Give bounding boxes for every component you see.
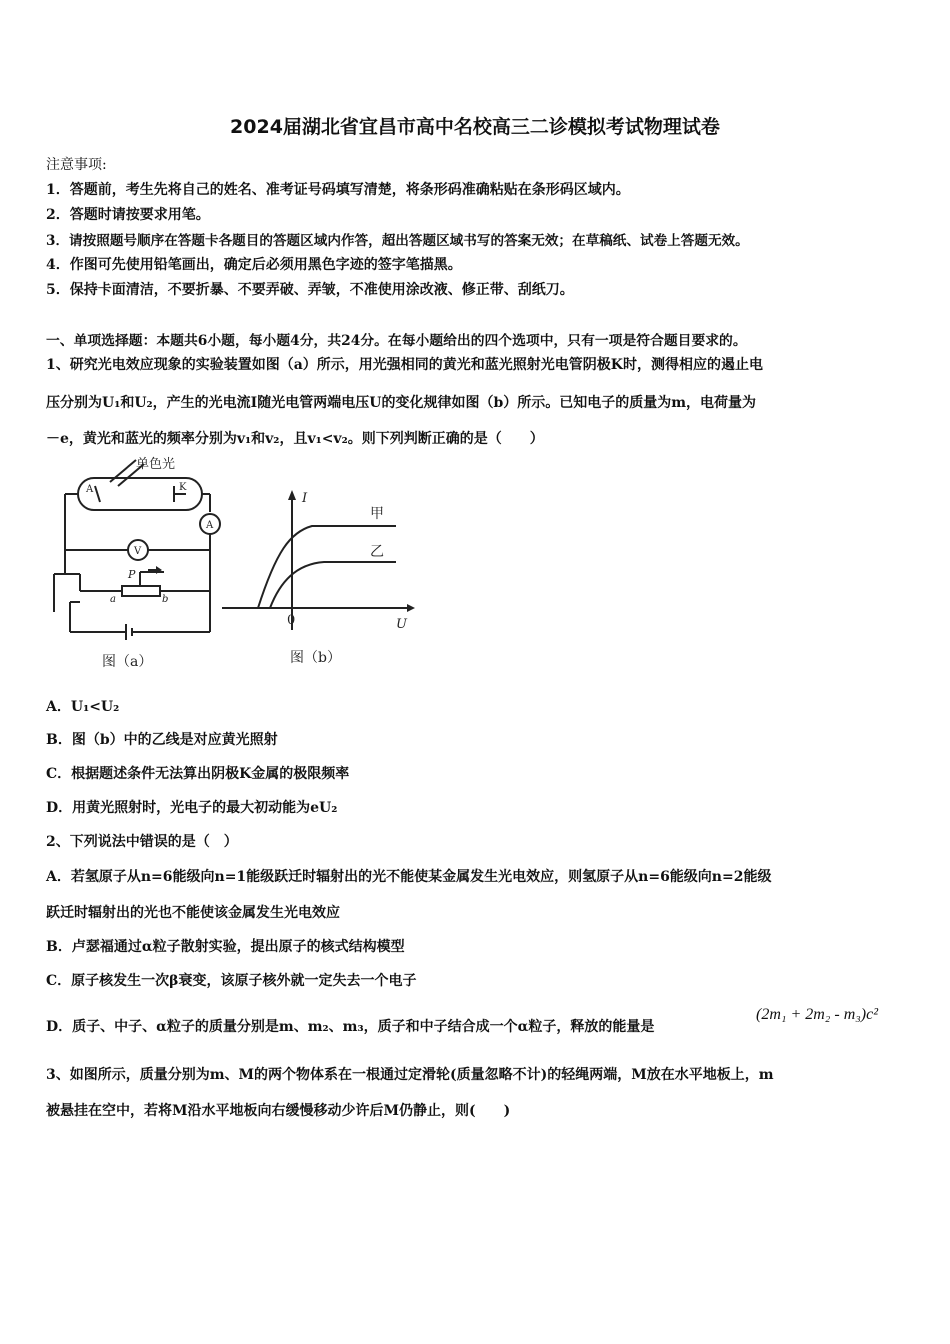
q1-option-b: B．图（b）中的乙线是对应黄光照射: [46, 732, 278, 748]
q2-option-d-formula: (2m₁ + 2m₂ - m₃)c²: [756, 1006, 879, 1023]
origin-label: 0: [287, 613, 296, 628]
slider-p-label: P: [128, 568, 136, 581]
q3-stem-line-1: 3、如图所示，质量分别为m、M的两个物体系在一根通过定滑轮(质量忽略不计)的轻绳两端，M放在水平地板上，m: [46, 1067, 774, 1083]
q2-option-a-line-2: 跃迁时辐射出的光也不能使该金属发生光电效应: [46, 905, 340, 921]
curve-jia: [258, 526, 396, 608]
q2-option-b: B．卢瑟福通过α粒子散射实验，提出原子的核式结构模型: [46, 939, 405, 955]
rheostat-b-label: b: [162, 594, 169, 605]
electrode-a-label: A: [86, 484, 94, 495]
q2-option-d: D．质子、中子、α粒子的质量分别是m、m₂、m₃，质子和中子结合成一个α粒子，释放的能量是: [46, 1019, 655, 1035]
notice-item-2: 2．答题时请按要求用笔。: [46, 207, 210, 223]
notice-item-5: 5．保持卡面清洁，不要折暴、不要弄破、弄皱，不准使用涂改液、修正带、刮纸刀。: [46, 282, 574, 298]
figure-a-caption: 图（a）: [102, 654, 153, 670]
q1-stem-line-3: －e，黄光和蓝光的频率分别为v₁和v₂，且v₁<v₂。则下列判断正确的是（ ）: [46, 431, 544, 447]
ammeter-label: A: [206, 520, 214, 531]
rheostat-icon: [122, 586, 160, 596]
i-axis-label: I: [302, 491, 308, 506]
light-label: 单色光: [136, 457, 176, 472]
curve-yi-label: 乙: [370, 544, 384, 560]
q2-stem: 2、下列说法中错误的是（ ）: [46, 834, 238, 850]
q1-option-c: C．根据题述条件无法算出阴极K金属的极限频率: [46, 766, 350, 782]
rheostat-a-label: a: [110, 594, 116, 605]
curve-jia-label: 甲: [370, 506, 384, 522]
curve-yi: [270, 562, 396, 608]
q2-option-a-line-1: A．若氢原子从n=6能级向n=1能级跃迁时辐射出的光不能使某金属发生光电效应，则氢原子从n=6能级向n=2能级: [46, 869, 772, 885]
voltmeter-label: V: [134, 546, 142, 557]
q1-stem-line-1: 1、研究光电效应现象的实验装置如图（a）所示，用光强相同的黄光和蓝光照射光电管阴极K时，测得相应的遏止电: [46, 357, 763, 373]
q3-stem-line-2: 被悬挂在空中，若将M沿水平地板向右缓慢移动少许后M仍静止，则( ): [46, 1103, 511, 1119]
notice-heading: 注意事项:: [46, 157, 107, 173]
q1-option-d: D．用黄光照射时，光电子的最大初动能为eU₂: [46, 800, 338, 816]
q2-option-c: C．原子核发生一次β衰变，该原子核外就一定失去一个电子: [46, 973, 417, 989]
q1-figure: [40, 452, 420, 672]
electrode-k-label: K: [179, 482, 187, 493]
u-axis-label: U: [396, 617, 407, 632]
notice-item-3: 3．请按照题号顺序在答题卡各题目的答题区域内作答，超出答题区域书写的答案无效；在草稿纸、试卷上答题无效。: [46, 233, 749, 249]
figure-b-caption: 图（b）: [290, 650, 341, 666]
notice-item-4: 4．作图可先使用铅笔画出，确定后必须用黑色字迹的签字笔描黑。: [46, 257, 462, 273]
q1-stem-line-2: 压分别为U₁和U₂，产生的光电流I随光电管两端电压U的变化规律如图（b）所示。已知电子的质量为m，电荷量为: [46, 395, 757, 411]
q1-option-a: A．U₁<U₂: [46, 699, 120, 715]
notice-item-1: 1．答题前，考生先将自己的姓名、准考证号码填写清楚，将条形码准确粘贴在条形码区域内。: [46, 182, 630, 198]
page-title: 2024届湖北省宜昌市高中名校高三二诊模拟考试物理试卷: [230, 116, 720, 138]
section-heading: 一、单项选择题：本题共6小题，每小题4分，共24分。在每小题给出的四个选项中，只有一项是符合题目要求的。: [46, 333, 747, 349]
